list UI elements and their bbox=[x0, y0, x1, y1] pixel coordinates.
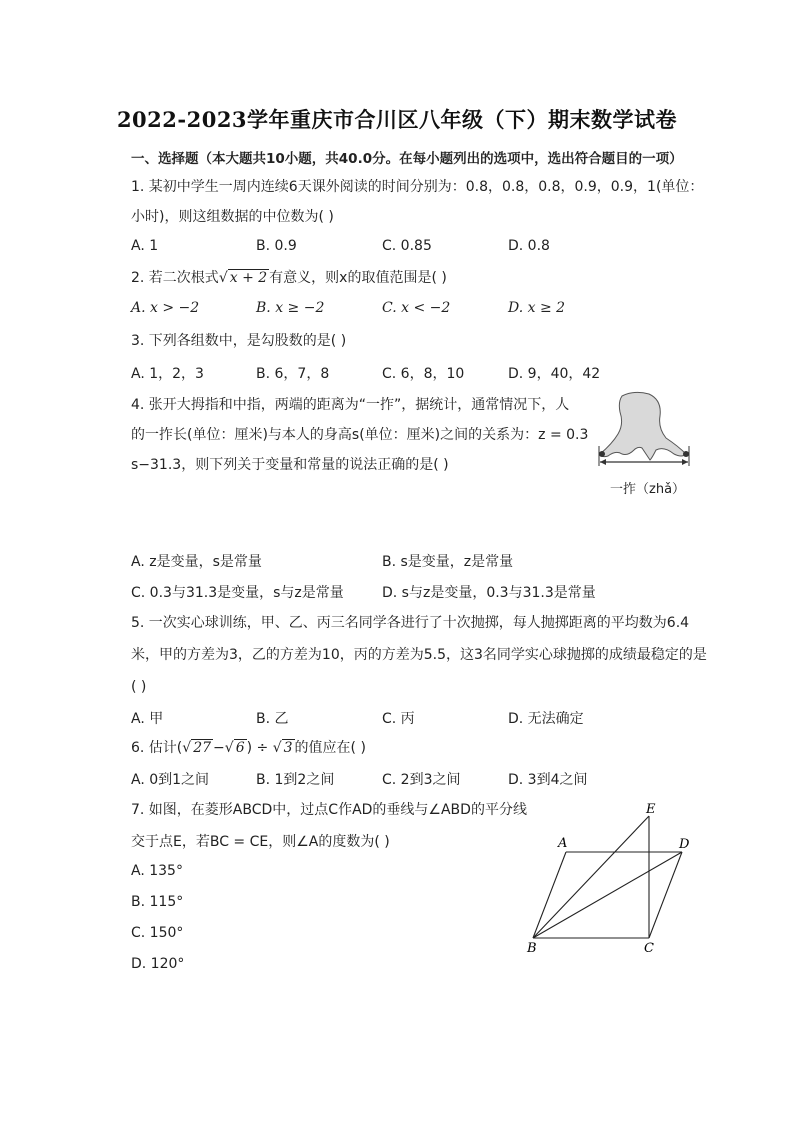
q3-option-b: B. 6，7，8 bbox=[256, 366, 330, 382]
q2-text bbox=[131, 268, 447, 288]
q5-text-line1: 5. 一次实心球训练，甲、乙、丙三名同学各进行了十次抛掷，每人抛掷距离的平均数为6.4 bbox=[131, 615, 690, 631]
q6-minus: − bbox=[213, 740, 225, 756]
q2-option-a: A. x > −2 bbox=[131, 300, 200, 316]
q6-radicand-2: 6 bbox=[235, 740, 245, 756]
q5-text-line3: ( ) bbox=[131, 679, 147, 695]
q6-option-a: A. 0到1之间 bbox=[131, 772, 210, 788]
q2-option-d: D. x ≥ 2 bbox=[508, 300, 566, 316]
q7-text-line2: 交于点E，若BC = CE，则∠A的度数为( ) bbox=[131, 834, 390, 850]
q6-option-b: B. 1到2之间 bbox=[256, 772, 335, 788]
q1-option-c: C. 0.85 bbox=[382, 238, 432, 254]
label-c: C bbox=[644, 941, 654, 956]
q4-option-a: A. z是变量，s是常量 bbox=[131, 554, 262, 570]
q1-text-line1: 1. 某初中学生一周内连续6天课外阅读的时间分别为：0.8，0.8，0.8，0.9，0.9，1(单位： bbox=[131, 179, 704, 195]
q7-option-d: D. 120° bbox=[131, 956, 185, 972]
q2-suffix: 有意义，则x的取值范围是( ) bbox=[269, 270, 447, 286]
q6-suffix: 的值应在( ) bbox=[294, 740, 366, 756]
label-a: A bbox=[558, 836, 568, 851]
sqrt-icon: √ bbox=[218, 270, 228, 286]
rhombus-diagram bbox=[520, 800, 700, 960]
label-e: E bbox=[646, 802, 656, 817]
segment-dc bbox=[649, 852, 682, 938]
section-heading: 一、选择题（本大题共10小题，共40.0分。在每小题列出的选项中，选出符合题目的一项） bbox=[131, 151, 683, 167]
q5-option-b: B. 乙 bbox=[256, 711, 289, 727]
q4-option-b: B. s是变量，z是常量 bbox=[382, 554, 514, 570]
q3-option-d: D. 9，40，42 bbox=[508, 366, 601, 382]
hand-span-caption: 一拃（zhǎ） bbox=[610, 482, 686, 497]
label-b: B bbox=[527, 941, 537, 956]
q7-option-c: C. 150° bbox=[131, 925, 184, 941]
page-title: 2022-2023学年重庆市合川区八年级（下）期末数学试卷 bbox=[116, 107, 678, 132]
sqrt-icon: √ bbox=[224, 740, 234, 756]
q6-option-c: C. 2到3之间 bbox=[382, 772, 461, 788]
q5-option-a: A. 甲 bbox=[131, 711, 164, 727]
q3-text: 3. 下列各组数中，是勾股数的是( ) bbox=[131, 333, 347, 349]
q4-option-c: C. 0.3与31.3是变量，s与z是常量 bbox=[131, 585, 344, 601]
q1-option-a: A. 1 bbox=[131, 238, 159, 254]
sqrt-icon: √ bbox=[272, 740, 282, 756]
q6-mid: ) ÷ bbox=[246, 740, 273, 756]
q3-option-a: A. 1，2，3 bbox=[131, 366, 204, 382]
q2-prefix: 2. 若二次根式 bbox=[131, 270, 219, 286]
segment-ba bbox=[533, 852, 566, 938]
q4-text-line3: s−31.3，则下列关于变量和常量的说法正确的是( ) bbox=[131, 457, 449, 473]
q1-option-b: B. 0.9 bbox=[256, 238, 297, 254]
q4-text-line1: 4. 张开大拇指和中指，两端的距离为“一拃”，据统计，通常情况下，人 bbox=[131, 397, 570, 413]
rhombus-figure bbox=[520, 800, 700, 960]
q6-prefix: 6. 估计( bbox=[131, 740, 183, 756]
q6-text bbox=[131, 738, 366, 758]
segment-bd bbox=[533, 852, 682, 938]
q6-radicand-1: 27 bbox=[193, 740, 212, 756]
q3-option-c: C. 6，8，10 bbox=[382, 366, 465, 382]
q2-option-b: B. x ≥ −2 bbox=[256, 300, 325, 316]
q4-option-d: D. s与z是变量，0.3与31.3是常量 bbox=[382, 585, 596, 601]
q6-radicand-3: 3 bbox=[283, 740, 293, 756]
sqrt-icon: √ bbox=[182, 740, 192, 756]
q7-option-b: B. 115° bbox=[131, 894, 184, 910]
q1-text-line2: 小时)，则这组数据的中位数为( ) bbox=[131, 209, 334, 225]
q1-option-d: D. 0.8 bbox=[508, 238, 550, 254]
label-d: D bbox=[679, 837, 690, 852]
q2-radicand: x + 2 bbox=[229, 270, 268, 286]
q5-option-c: C. 丙 bbox=[382, 711, 415, 727]
segment-be bbox=[533, 816, 649, 938]
q7-option-a: A. 135° bbox=[131, 863, 183, 879]
q4-text-line2: 的一拃长(单位：厘米)与本人的身高s(单位：厘米)之间的关系为：z = 0.3 bbox=[131, 427, 589, 443]
q5-option-d: D. 无法确定 bbox=[508, 711, 584, 727]
q6-option-d: D. 3到4之间 bbox=[508, 772, 588, 788]
q5-text-line2: 米，甲的方差为3，乙的方差为10，丙的方差为5.5，这3名同学实心球抛掷的成绩最稳定的是 bbox=[131, 647, 707, 663]
q7-text-line1: 7. 如图，在菱形ABCD中，过点C作AD的垂线与∠ABD的平分线 bbox=[131, 802, 527, 818]
q2-option-c: C. x < −2 bbox=[382, 300, 451, 316]
